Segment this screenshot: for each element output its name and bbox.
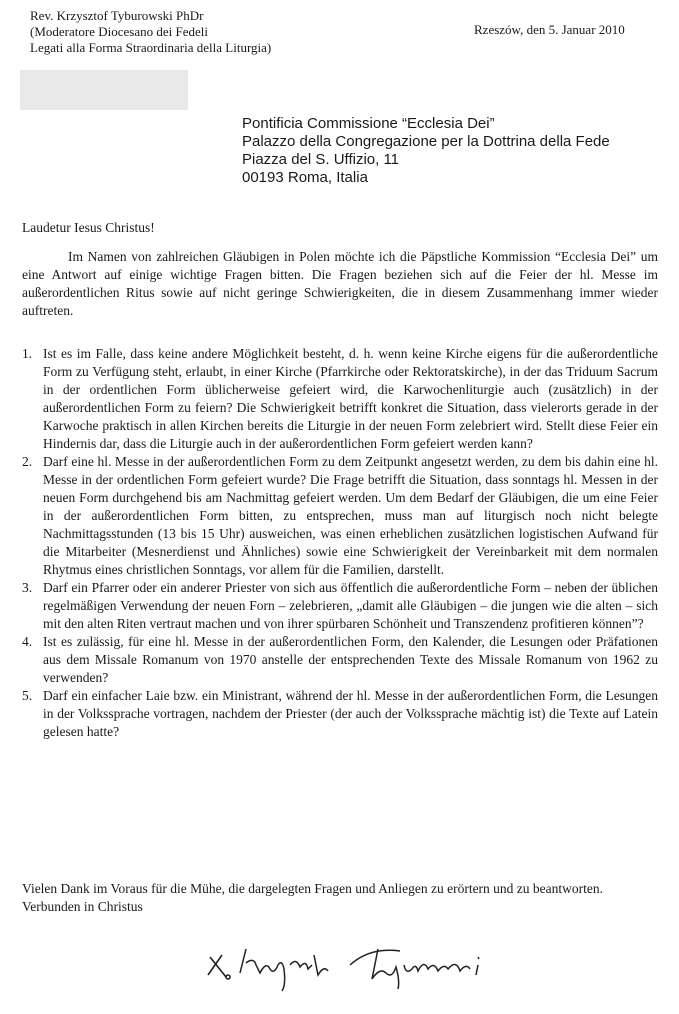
closing-farewell: Verbunden in Christus — [22, 899, 143, 914]
question-list — [22, 345, 658, 741]
question-number: 2. — [22, 454, 33, 469]
sender-role-cont: Legati alla Forma Straordinaria della Liturgia) — [30, 40, 272, 55]
recipient-line-2: Palazzo della Congregazione per la Dottrina della Fede — [242, 133, 610, 150]
question-text: Darf eine hl. Messe in der außerordentlichen Form zu dem Zeitpunkt angesetzt werden, zu dem bis dahin eine hl. Messe in der ordentlichen Form gefeiert wurde? Die Frage betrifft die Situation, dass sonntags hl. Messen in der neuen Form durchgehend bis am Nachmittag gefeiert werden. Um dem Bedarf der Gläubigen, die um eine Feier in der außerordentlichen Form bitten, zu entsprechen, muss man auf liturgisch noch nicht belegte Nachmittagsstunden (13 bis 15 Uhr) ausweichen, was einen erheblichen zusätzlichen logistischen Aufwand für die Mitarbeiter (Mesnerdienst und Ähnliches) sowie eine Schwierigkeit der Vereinbarkeit mit dem normalen Rhytmus eines christlichen Sonntags, vor allem für die Familien, darstellt. — [43, 454, 658, 577]
sender-block — [30, 8, 271, 56]
sender-name: Rev. Krzysztof Tyburowski PhDr — [30, 8, 204, 23]
question-item — [22, 579, 658, 633]
recipient-line-4: 00193 Roma, Italia — [242, 169, 368, 186]
question-text: Darf ein Pfarrer oder ein anderer Priester von sich aus öffentlich die außerordentliche Form – neben der üblichen regelmäßigen Verwendung der neuen Forn – zelebrieren, „damit alle Gläubigen – die jungen wie die alten – sich mit den alten Riten vertraut machen und von ihrer spürbaren Schönheit und Transzendenz profitieren können”? — [43, 580, 658, 631]
recipient-address — [242, 115, 610, 187]
recipient-line-3: Piazza del S. Uffizio, 11 — [242, 151, 400, 168]
question-item — [22, 687, 658, 741]
question-text: Darf ein einfacher Laie bzw. ein Ministrant, während der hl. Messe in der außerordentlichen Form, die Lesungen in der Volkssprache vortragen, nachdem der Priester (der auch der Volkssprache mächtig ist) die Texte auf Latein gelesen hatte? — [43, 688, 658, 739]
intro-paragraph: Im Namen von zahlreichen Gläubigen in Polen möchte ich die Päpstliche Kommission “Ecclesia Dei” um eine Antwort auf einige wichtige Fragen bitten. Die Fragen beziehen sich auf die Feier der hl. Messe im außerordentlichen Ritus sowie auf nicht geringe Schwierigkeiten, die in diesem Zusammenhang immer wieder auftreten. — [22, 249, 658, 318]
handwritten-signature — [200, 935, 520, 995]
recipient-line-1: Pontificia Commissione “Ecclesia Dei” — [242, 115, 495, 132]
redacted-area — [20, 70, 188, 110]
question-item — [22, 345, 658, 453]
question-number: 3. — [22, 580, 33, 595]
closing-thanks: Vielen Dank im Voraus für die Mühe, die dargelegten Fragen und Anliegen zu erörtern und zu beantworten. — [22, 881, 604, 896]
question-text: Ist es im Falle, dass keine andere Möglichkeit besteht, d. h. wenn keine Kirche eigens für die außerordentliche Form zu Verfügung steht, erlaubt, in einer Kirche (Pfarrkirche oder Rektoratskirche), in der das Triduum Sacrum in der ordentlichen Form üblicherweise gefeiert wird, die Karwochenliturgie auch (zusätzlich) in der außerordentlichen Form zu feiern? Die Schwierigkeit betrifft konkret die Situation, dass vielerorts gerade in der Karwoche praktisch in allen Kirchen bereits die Liturgie in der neuen Form zelebriert wird. Stellt diese Feier ein Hindernis dar, dass die Liturgie auch in der außerordentlichen Form gefeiert werden kann? — [43, 346, 658, 451]
question-number: 1. — [22, 346, 33, 361]
question-number: 5. — [22, 688, 33, 703]
closing-block — [22, 880, 658, 916]
sender-role: (Moderatore Diocesano dei Fedeli — [30, 24, 208, 39]
question-item — [22, 453, 658, 579]
greeting: Laudetur Iesus Christus! — [22, 220, 155, 235]
question-text: Ist es zulässig, für eine hl. Messe in der außerordentlichen Form, den Kalender, die Lesungen oder Präfationen aus dem Missale Romanum von 1970 anstelle der entsprechenden Texte des Missale Romanum von 1962 zu verwenden? — [43, 634, 658, 685]
letter-date: Rzeszów, den 5. Januar 2010 — [474, 22, 625, 37]
question-number: 4. — [22, 634, 33, 649]
question-item — [22, 633, 658, 687]
